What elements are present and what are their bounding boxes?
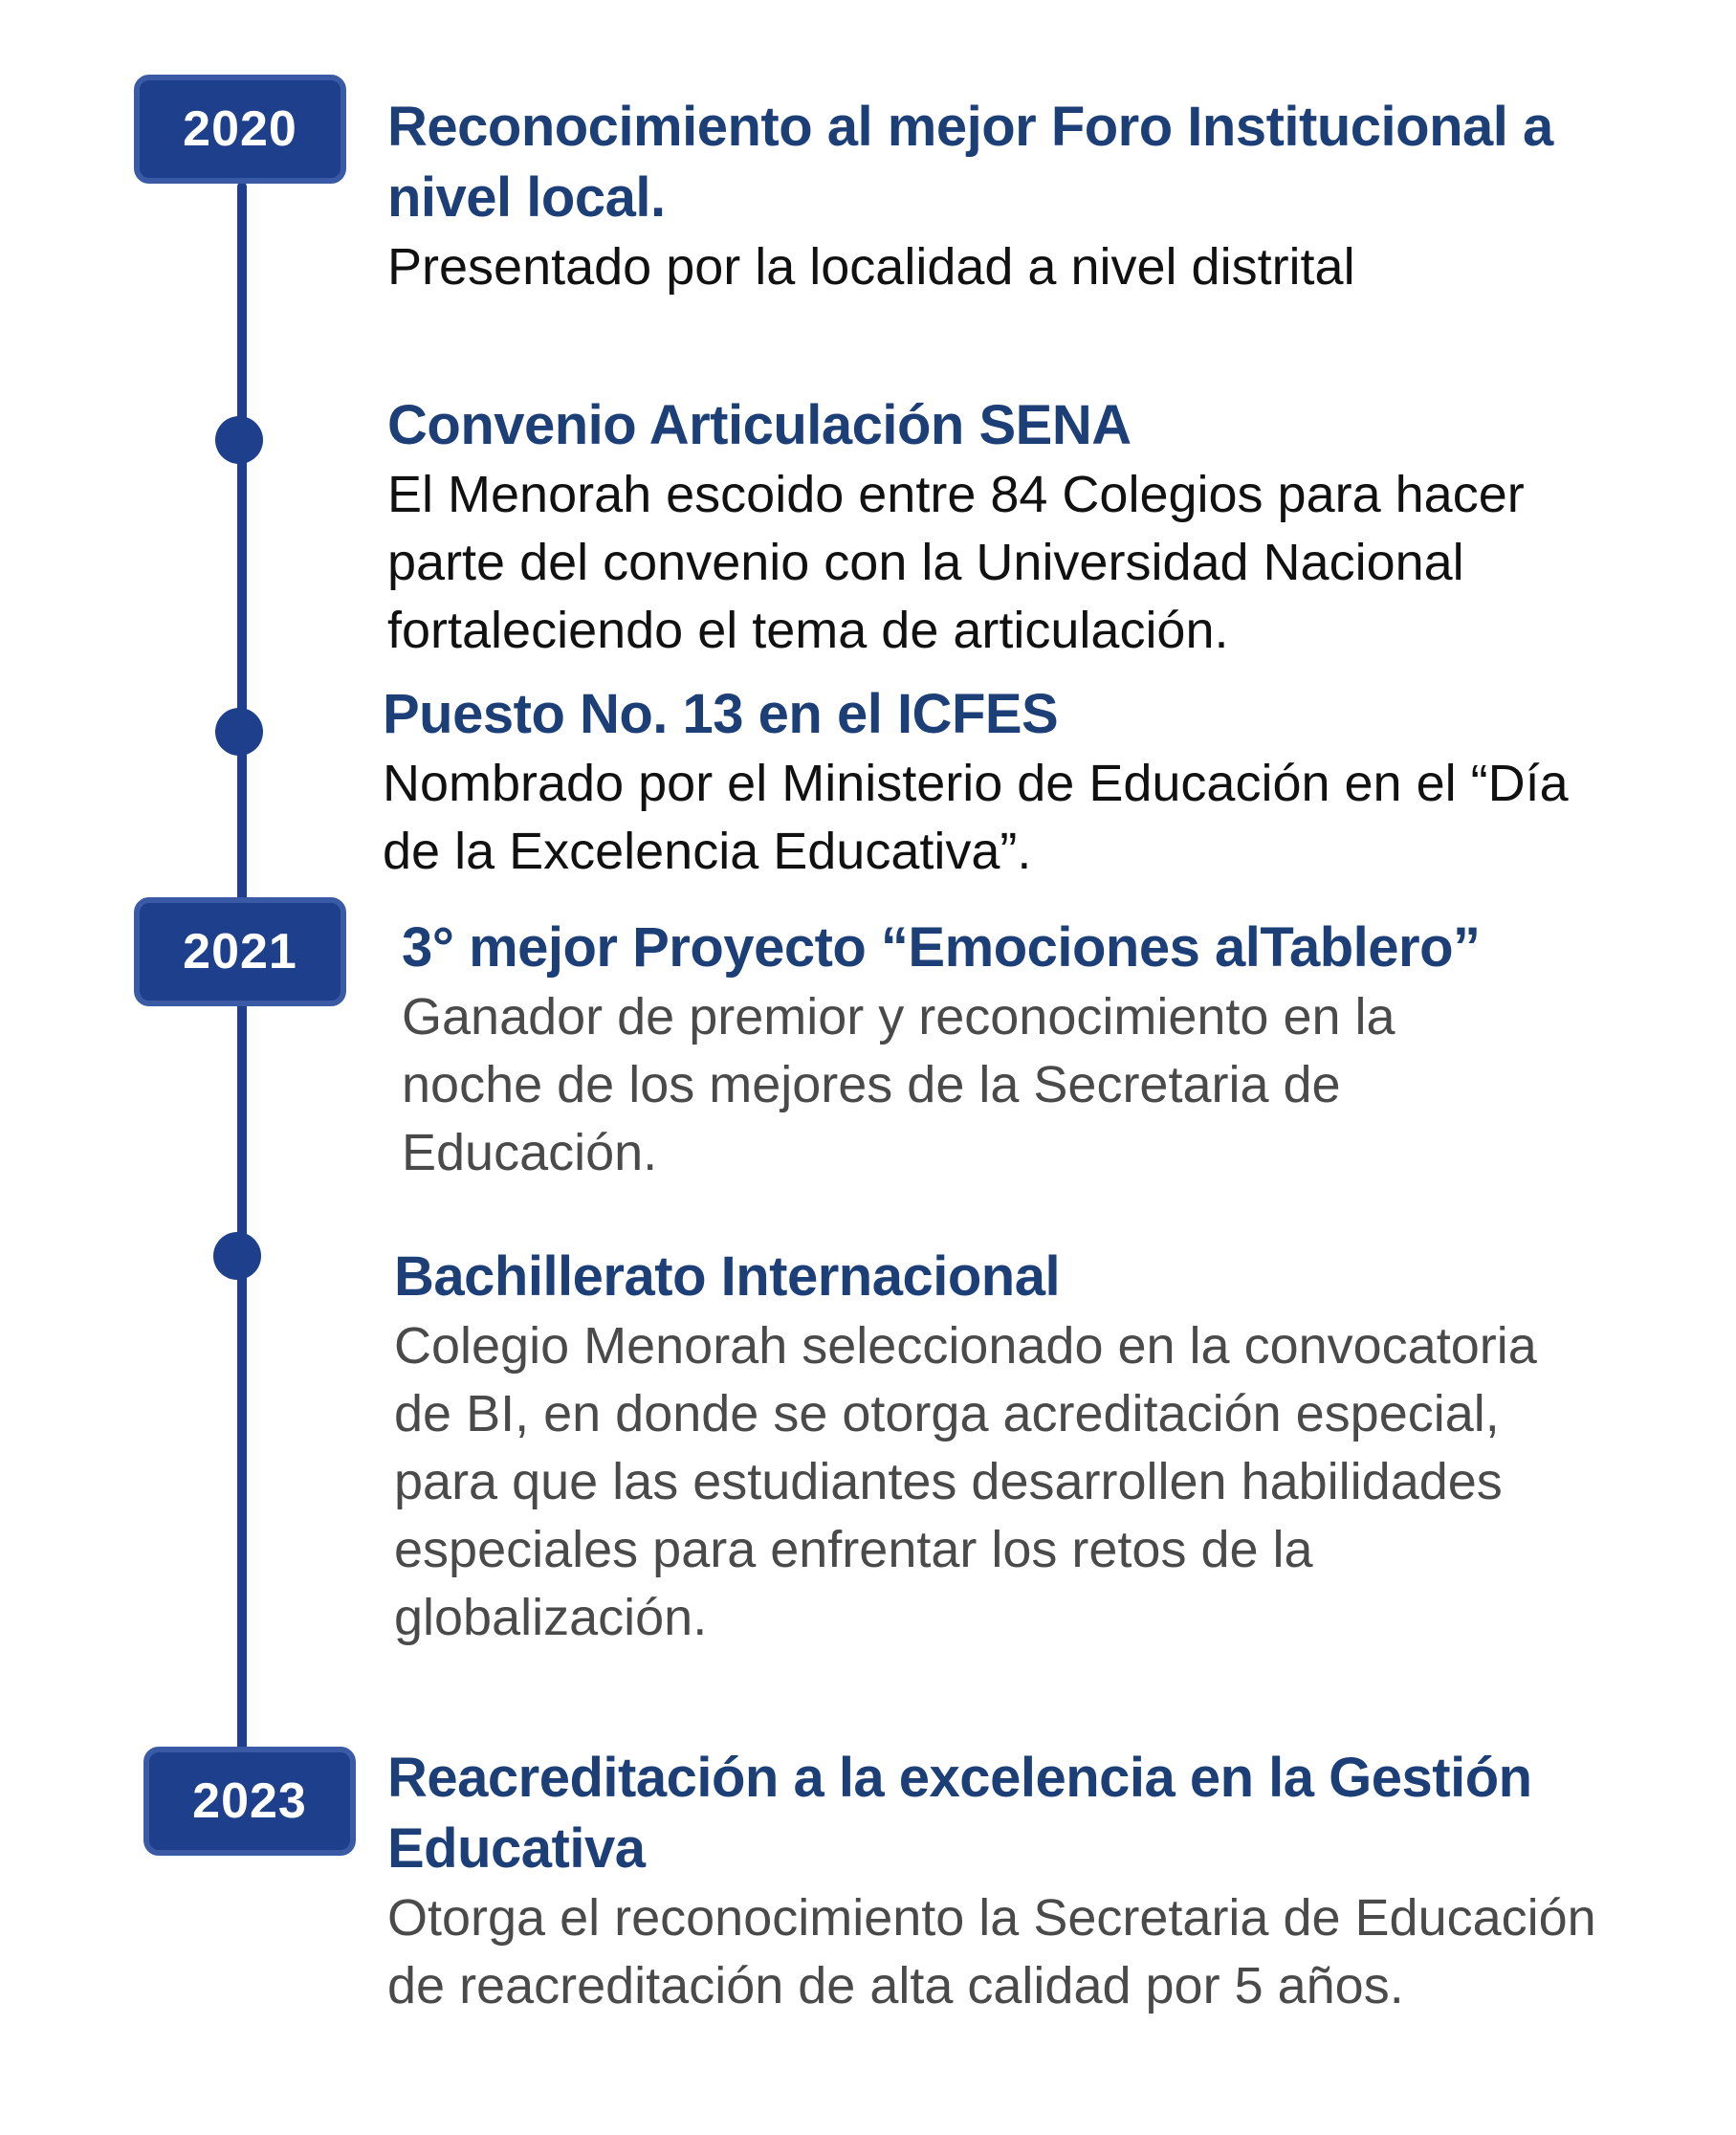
entry-description: Ganador de premior y reconocimiento en la noche de los mejores de la Secretaria de Educación. (402, 988, 1395, 1181)
timeline-entry (387, 92, 1659, 301)
timeline-entry (402, 913, 1549, 1187)
entry-description: Colegio Menorah seleccionado en la convocatoria de BI, en donde se otorga acreditación especial, para que las estudiantes desarrollen habilidades especiales para enfrentar los retos de la globalización. (394, 1317, 1537, 1646)
entry-title: 3° mejor Proyecto “Emociones alTablero” (402, 916, 1481, 979)
entry-title: Puesto No. 13 en el ICFES (383, 683, 1059, 745)
timeline-entry (383, 679, 1588, 886)
year-badge-2020: 2020 (134, 75, 346, 184)
year-badge-2021: 2021 (134, 897, 346, 1006)
entry-description: Presentado por la localidad a nivel distrital (387, 238, 1355, 296)
year-badge-2023: 2023 (143, 1747, 356, 1856)
milestone-dot (215, 416, 263, 464)
entry-description: El Menorah escoido entre 84 Colegios para hacer parte del convenio con la Universidad Nacional fortaleciendo el tema de articulación. (387, 466, 1525, 659)
entry-title: Reacreditación a la excelencia en la Gestión Educativa (387, 1747, 1532, 1880)
entry-title: Convenio Articulación SENA (387, 394, 1132, 456)
milestone-dot (215, 708, 263, 756)
entry-title: Reconocimiento al mejor Foro Institucional a nivel local. (387, 96, 1553, 229)
timeline-entry (387, 1743, 1659, 2020)
timeline-entry (387, 390, 1593, 665)
entry-title: Bachillerato Internacional (394, 1245, 1061, 1308)
entry-description: Nombrado por el Ministerio de Educación en el “Día de la Excelencia Educativa”. (383, 755, 1569, 880)
milestone-dot (213, 1232, 261, 1280)
entry-description: Otorga el reconocimiento la Secretaria de Educación de reacreditación de alta calidad por 5 años. (387, 1889, 1596, 2014)
timeline-entry (394, 1242, 1599, 1652)
